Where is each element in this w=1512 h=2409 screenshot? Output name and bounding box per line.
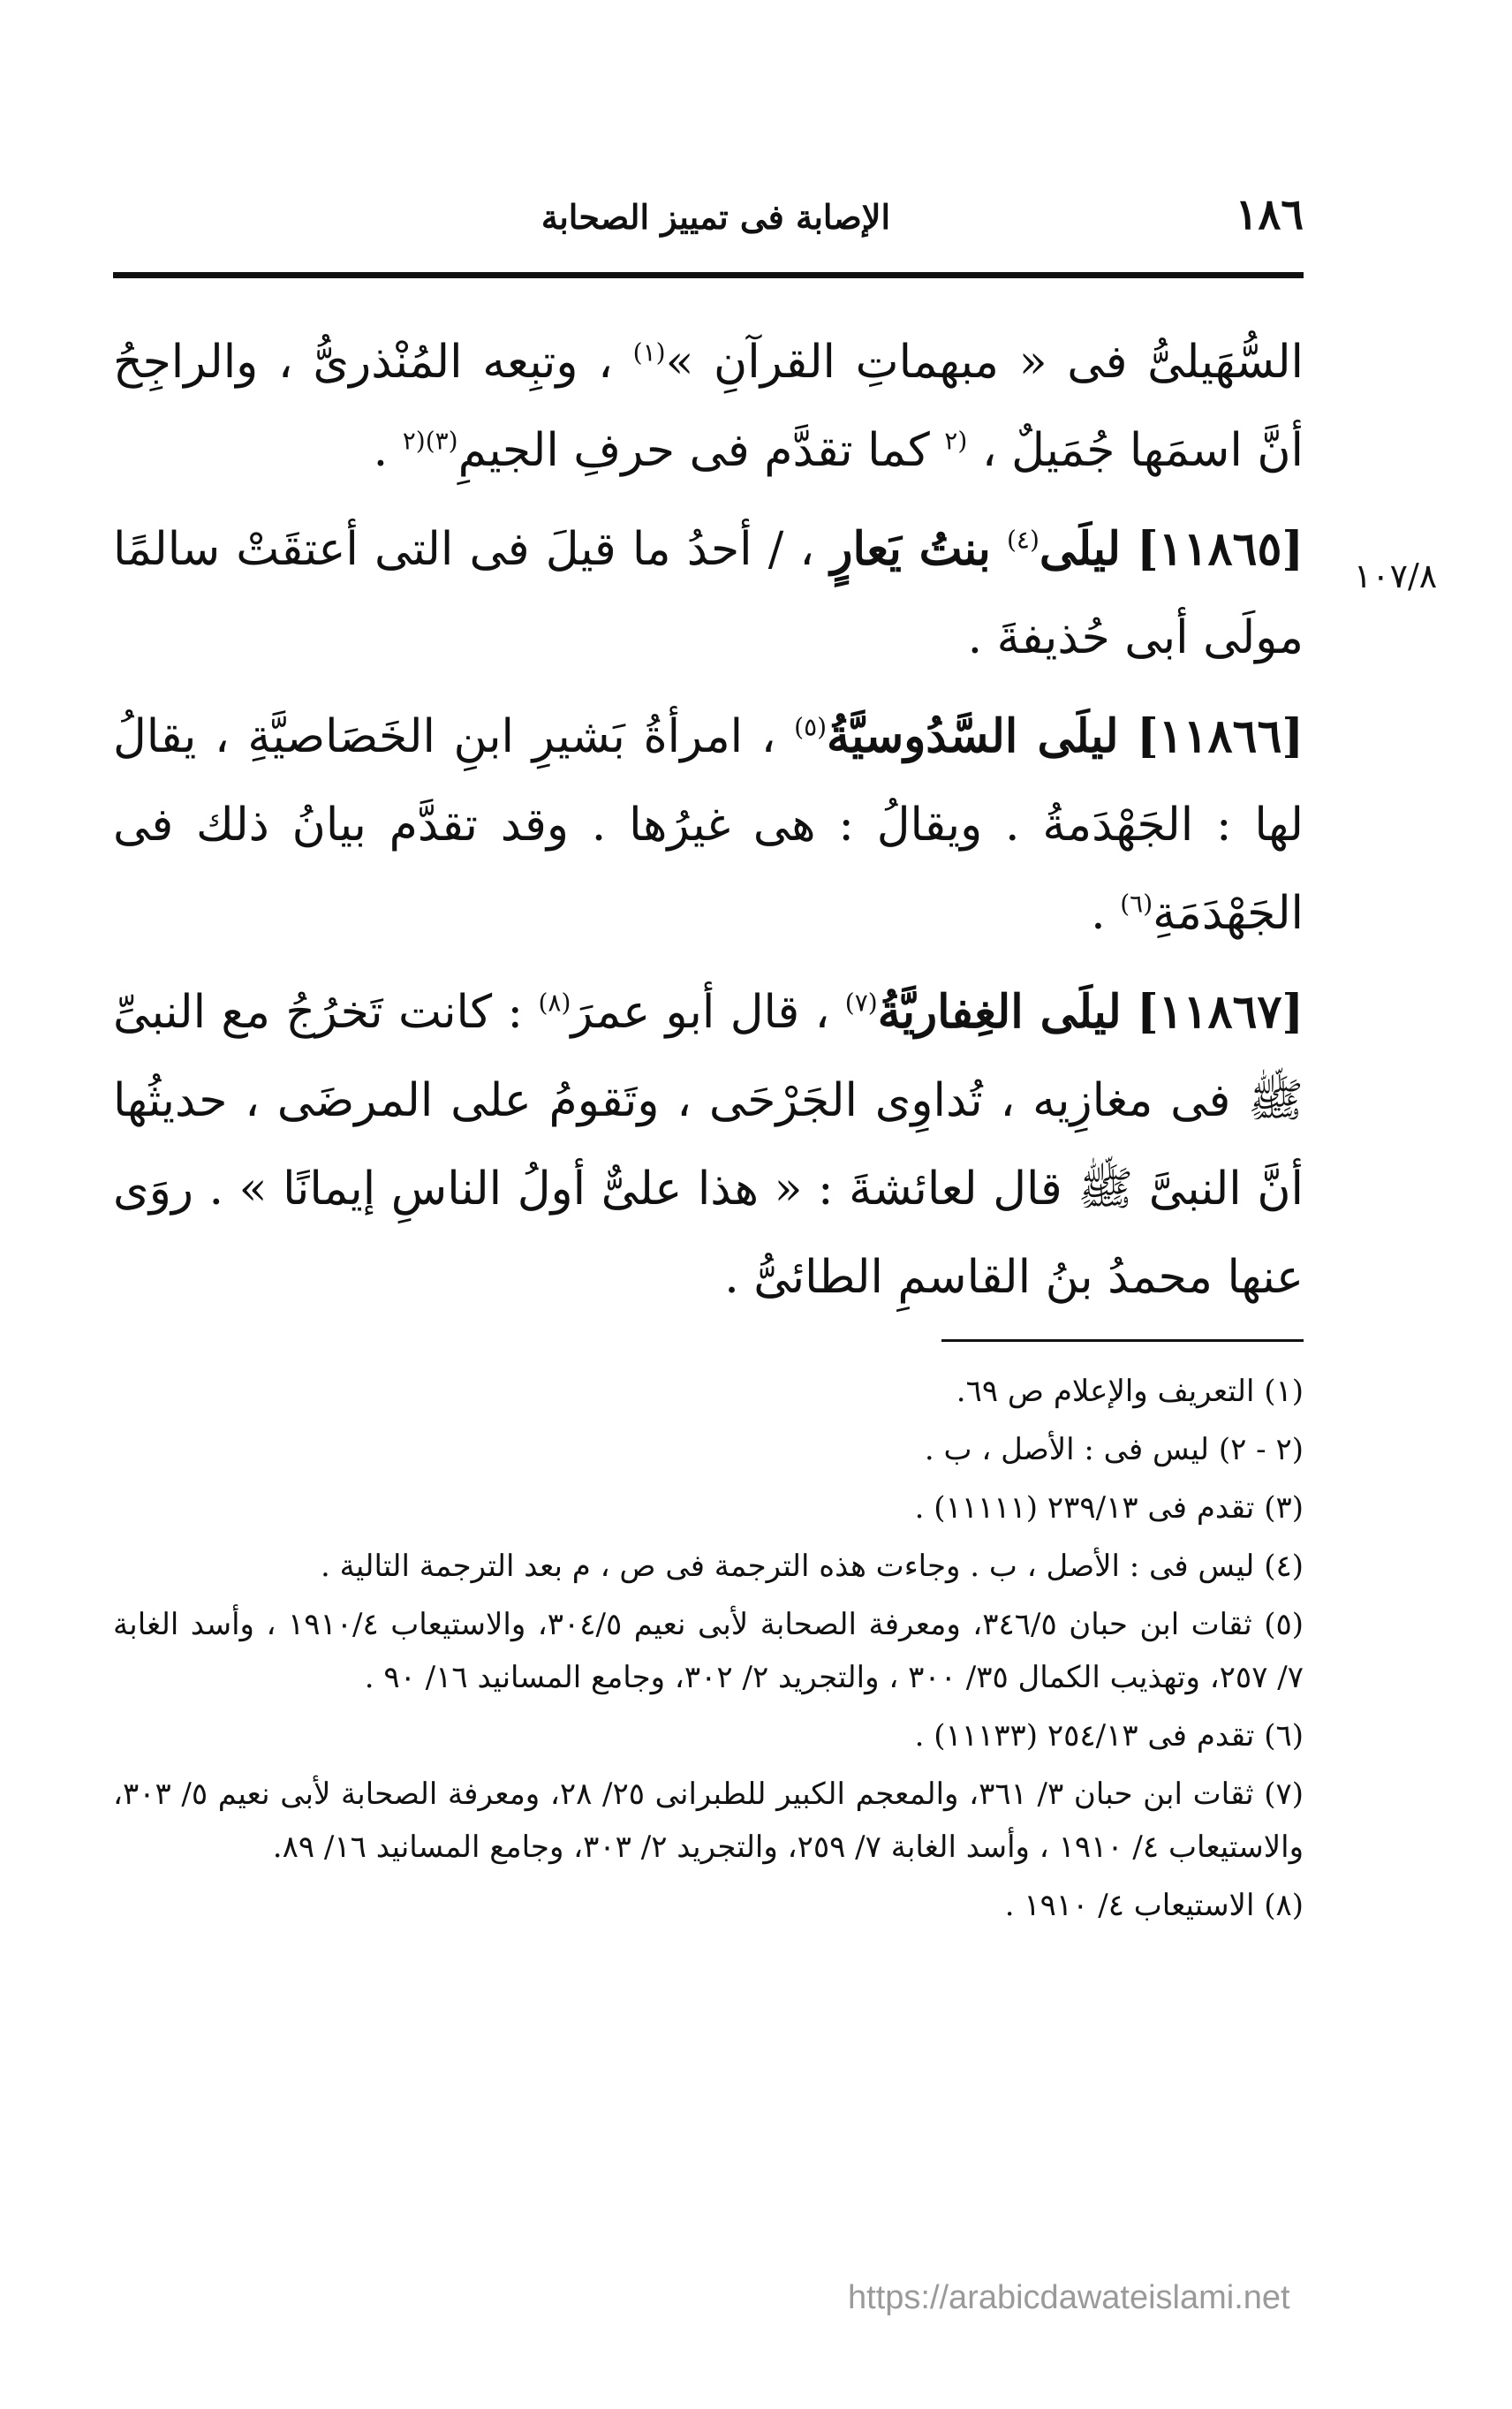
entry-text: ، امرأةُ بَشيرِ ابنِ الخَصَاصيَّةِ ، يقالُ لها : الجَهْدَمةُ . ويقالُ : هى غيرُها . وقد تقدَّم بيانُ ذلك فى الجَهْدَمَةِ <box>113 710 1304 940</box>
text: كما تقدَّم فى حرفِ الجيمِ <box>457 424 930 477</box>
header-rule <box>113 272 1304 278</box>
text: . <box>373 424 389 477</box>
footnote-ref[interactable]: (٦) <box>1120 889 1153 919</box>
footnote-2: (٢ - ٢) ليس فى : الأصل ، ب . <box>924 1432 1304 1467</box>
text: ، وتبِعه المُنْذرىُّ ، والراجِحُ أنَّ اسمَها جُمَيلٌ ، <box>113 336 1304 477</box>
running-title: الإصابة فى تمييز الصحابة <box>541 197 890 237</box>
page-number: ١٨٦ <box>1235 190 1304 239</box>
entry-name: ليلَى الغِفاريَّةُ <box>877 985 1122 1039</box>
entry-number: [١١٨٦٥] <box>1137 522 1304 576</box>
watermark-url: https://arabicdawateislami.net <box>848 2279 1290 2316</box>
entry-number: [١١٨٦٧] <box>1137 985 1304 1039</box>
footnote-8: (٨) الاستيعاب ٤/ ١٩١٠ . <box>1004 1888 1304 1923</box>
entry-name-rest: بنتُ يَعارٍ <box>830 522 991 576</box>
entry-text: ، قال أبو عمرَ <box>571 986 830 1039</box>
entry-name: ليلَى السَّدُوسيَّةُ <box>827 709 1119 763</box>
footnote-6: (٦) تقدم فى ٢٥٤/١٣ (١١١٣٣) . <box>914 1718 1304 1754</box>
entry-11867 <box>113 968 1304 1322</box>
footnote-7: (٧) ثقات ابن حبان ٣/ ٣٦١، والمعجم الكبير للطبرانى ٢٥/ ٢٨، ومعرفة الصحابة لأبى نعيم ٥/ ٣٠٣، والاستيعاب ٤/ ١٩١٠ ، وأسد الغابة ٧/ ٢٥٩، والتجريد ٢/ ٣٠٣، وجامع المسانيد ١٦/ ٨٩. <box>113 1776 1304 1865</box>
footnote-ref[interactable]: (٤) <box>1006 525 1040 555</box>
entry-text: ، / أحدُ ما قيلَ فى التى أعتقَتْ سالمًا مولَى أبى حُذيفةَ . <box>113 523 1304 664</box>
entry-text: : كانت تَخرُجُ مع النبىِّ ﷺ فى مغازِيه ، تُداوِى الجَرْحَى ، وتَقومُ على المرضَى ، حديثُها أنَّ النبىَّ ﷺ قال لعائشةَ : « هذا علىٌّ أولُ الناسِ إيمانًا » . روَى عنها محمدُ بنُ القاسمِ الطائىُّ . <box>113 986 1304 1304</box>
footnote-ref[interactable]: (٣)(٢ <box>402 426 458 456</box>
footnote-3: (٣) تقدم فى ٢٣٩/١٣ (١١١١١) . <box>914 1490 1304 1526</box>
footnote-ref[interactable]: (١) <box>632 337 666 367</box>
entry-name: ليلَى <box>1039 522 1121 576</box>
footnote-separator <box>941 1339 1304 1342</box>
footnote-ref[interactable]: (٧) <box>844 988 878 1018</box>
main-text <box>113 318 1304 1332</box>
entry-number: [١١٨٦٦] <box>1137 709 1304 763</box>
entry-11866 <box>113 693 1304 958</box>
footnote-5: (٥) ثقات ابن حبان ٣٤٦/٥، ومعرفة الصحابة لأبى نعيم ٣٠٤/٥، والاستيعاب ١٩١٠/٤ ، وأسد الغابة ٧/ ٢٥٧، وتهذيب الكمال ٣٥/ ٣٠٠ ، والتجريد ٢/ ٣٠٢، وجامع المسانيد ١٦/ ٩٠ . <box>113 1607 1304 1695</box>
entry-11865 <box>113 505 1304 682</box>
paragraph-intro <box>113 318 1304 495</box>
footnote-ref[interactable]: (٥) <box>794 712 828 742</box>
footnote-1: (١) التعريف والإعلام ص ٦٩. <box>956 1374 1304 1409</box>
text: السُّهَيلىُّ فى « مبهماتِ القرآنِ » <box>665 336 1304 389</box>
page-header <box>113 190 1304 256</box>
text: . <box>1091 887 1106 940</box>
footnote-4: (٤) ليس فى : الأصل ، ب . وجاءت هذه الترجمة فى ص ، م بعد الترجمة التالية . <box>321 1549 1304 1584</box>
footnote-ref[interactable]: (٢ <box>944 426 968 456</box>
footnotes <box>113 1365 1304 1937</box>
footnote-ref[interactable]: (٨) <box>538 988 571 1018</box>
margin-reference: ١٠٧/٨ <box>1353 557 1438 595</box>
